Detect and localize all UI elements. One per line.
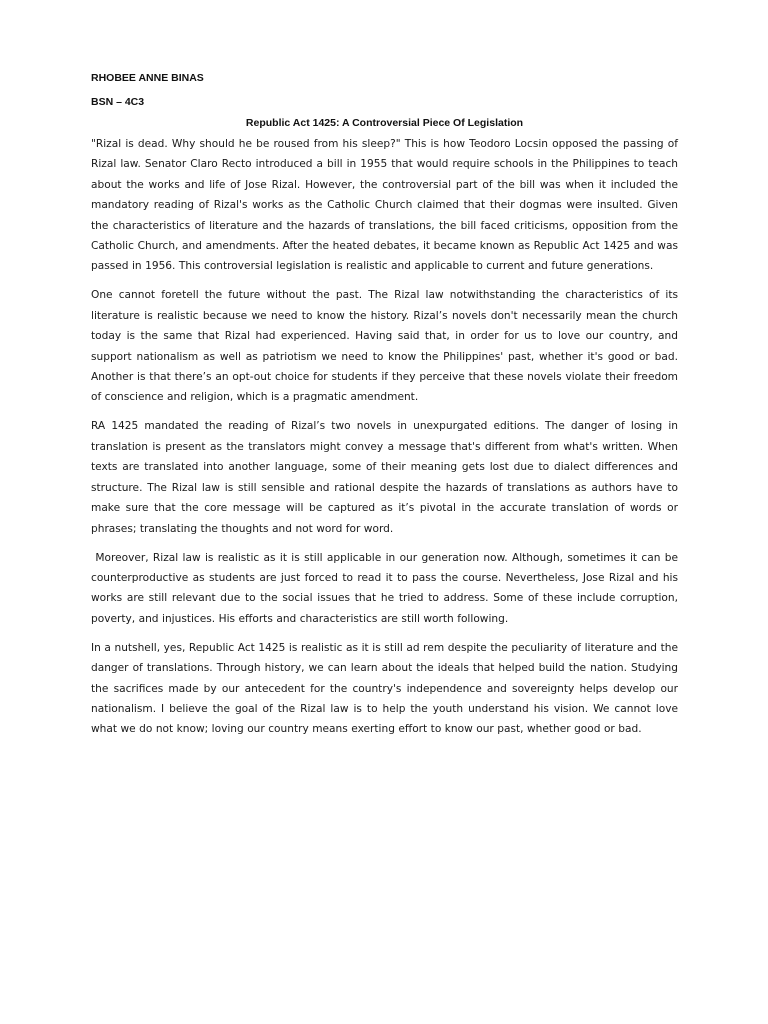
- paragraph: One cannot foretell the future without the past. The Rizal law notwithstanding the characteristics of its literature is realistic because we need to know the history. Rizal’s novels don't necessarily mean the church today is the same that Rizal had experienced. Having said that, in order for us to love our country, and support nationalism as well as patriotism we need to know the Philippines' past, whether it's good or bad. Another is that there’s an opt-out choice for students if they perceive that these novels violate their freedom of conscience and religion, which is a pragmatic amendment.: [91, 289, 678, 404]
- course-section: BSN – 4C3: [91, 96, 145, 108]
- paragraph: RA 1425 mandated the reading of Rizal’s two novels in unexpurgated editions. The danger of losing in translation is present as the translators might convey a message that's different from what's written. When texts are translated into another language, some of their meaning gets lost due to dialect differences and structure. The Rizal law is still sensible and rational despite the hazards of translations as authors have to make sure that the core message will be captured as it’s pivotal in the accurate translation of words or phrases; translating the thoughts and not word for word.: [91, 420, 678, 535]
- author-name: RHOBEE ANNE BINAS: [91, 72, 204, 84]
- paragraph: In a nutshell, yes, Republic Act 1425 is realistic as it is still ad rem despite the peculiarity of literature and the danger of translations. Through history, we can learn about the ideals that helped build the nation. Studying the sacrifices made by our antecedent for the country's independence and sovereignty helps develop our nationalism. I believe the goal of the Rizal law is to help the youth understand his vision. We cannot love what we do not know; loving our country means exerting effort to know our past, whether good or bad.: [91, 641, 678, 736]
- paragraph: Moreover, Rizal law is realistic as it is still applicable in our generation now. Although, sometimes it can be counterproductive as students are just forced to read it to pass the course. Nevertheless, Jose Rizal and his works are still relevant due to the social issues that he tried to address. Some of these include corruption, poverty, and injustices. His efforts and characteristics are still worth following.: [91, 551, 678, 625]
- essay-body: [91, 134, 678, 748]
- essay-title: Republic Act 1425: A Controversial Piece Of Legislation: [245, 117, 524, 129]
- paragraph: "Rizal is dead. Why should he be roused from his sleep?" This is how Teodoro Locsin opposed the passing of Rizal law. Senator Claro Recto introduced a bill in 1955 that would require schools in the Philippines to teach about the works and life of Jose Rizal. However, the controversial part of the bill was when it included the mandatory reading of Rizal's works as the Catholic Church claimed that their dogmas were insulted. Given the characteristics of literature and the hazards of translations, the bill faced criticisms, opposition from the Catholic Church, and amendments. After the heated debates, it became known as Republic Act 1425 and was passed in 1956. This controversial legislation is realistic and applicable to current and future generations.: [91, 138, 678, 273]
